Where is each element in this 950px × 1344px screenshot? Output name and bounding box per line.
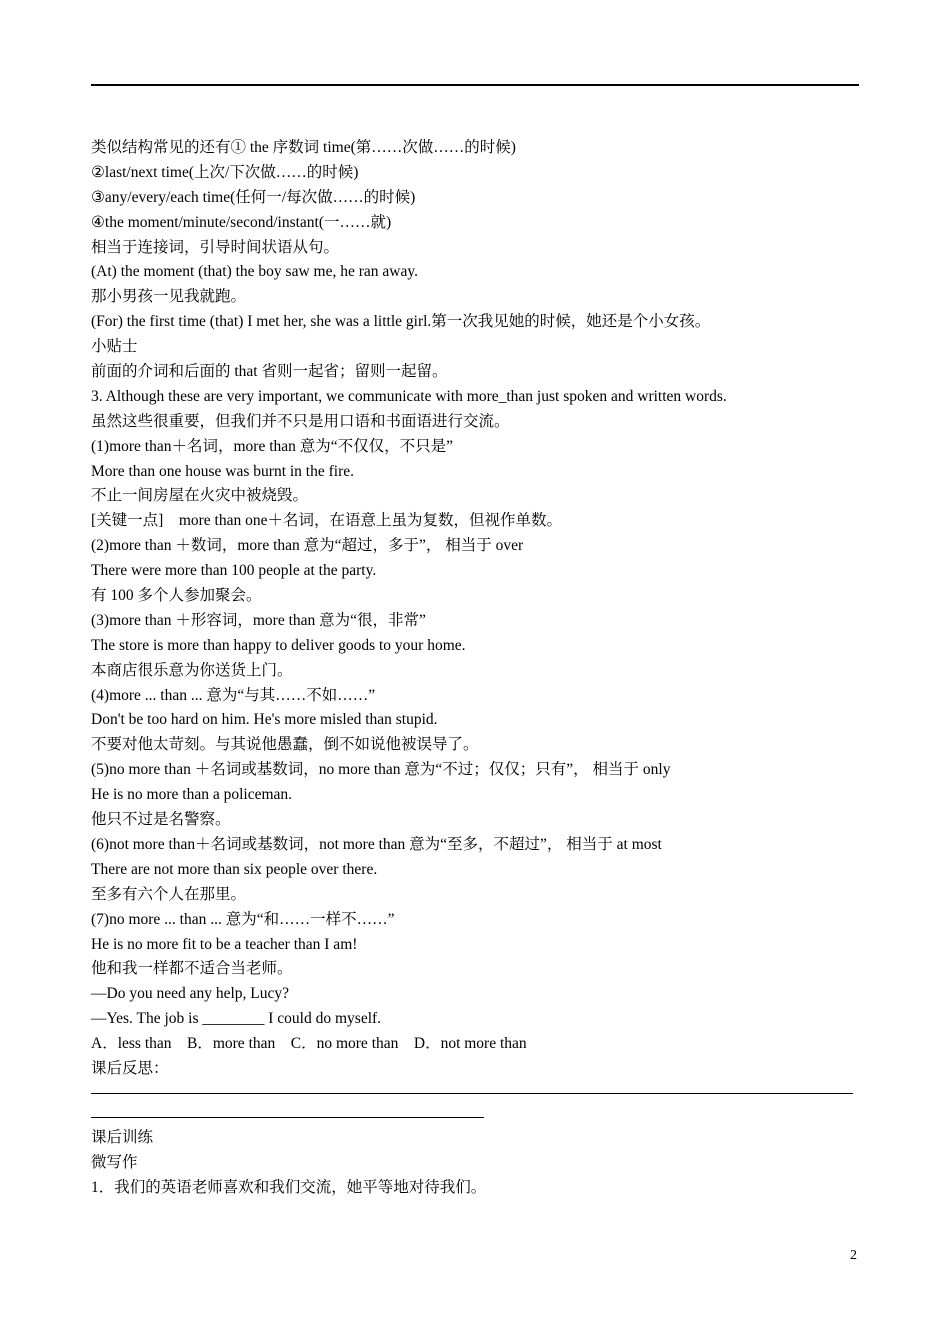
tip-heading: 小贴士 <box>91 338 138 356</box>
text-line: 至多有六个人在那里。 <box>91 885 247 903</box>
reflection-heading: 课后反思： <box>91 1059 169 1077</box>
dialogue-line: —Do you need any help, Lucy? <box>91 985 289 1003</box>
text-line: 虽然这些很重要，但我们并不只是用口语和书面语进行交流。 <box>91 412 510 430</box>
text-line: (3)more than ＋形容词，more than 意为“很，非常” <box>91 611 426 629</box>
answer-blank-line <box>91 1093 853 1094</box>
text-line: 那小男孩一见我就跑。 <box>91 288 247 306</box>
answer-options: A．less than B．more than C．no more than D．not more than <box>91 1035 527 1053</box>
text-line: The store is more than happy to deliver goods to your home. <box>91 636 466 654</box>
document-body <box>91 136 861 1201</box>
exercise-item: 1．我们的英语老师喜欢和我们交流，她平等地对待我们。 <box>91 1178 487 1196</box>
text-line: (5)no more than ＋名词或基数词，no more than 意为“不过；仅仅；只有”， 相当于 only <box>91 761 671 779</box>
section-subheading: 微写作 <box>91 1153 138 1171</box>
text-line: There were more than 100 people at the party. <box>91 562 377 580</box>
text-line: 有 100 多个人参加聚会。 <box>91 587 262 605</box>
text-line: (4)more ... than ... 意为“与其……不如……” <box>91 686 376 704</box>
text-line: 类似结构常见的还有① the 序数词 time(第……次做……的时候) <box>91 139 516 156</box>
text-line: (6)not more than＋名词或基数词，not more than 意为“至多，不超过”， 相当于 at most <box>91 835 662 853</box>
answer-blank-line <box>91 1117 484 1118</box>
text-line: (7)no more ... than ... 意为“和……一样不……” <box>91 910 395 928</box>
text-line: 3. Although these are very important, we communicate with more_than just spoken and written words. <box>91 387 727 405</box>
text-line: 相当于连接词，引导时间状语从句。 <box>91 238 340 256</box>
text-line: 本商店很乐意为你送货上门。 <box>91 661 293 679</box>
text-line: ④the moment/minute/second/instant(一……就) <box>91 213 392 231</box>
text-line: 前面的介词和后面的 that 省则一起省；留则一起留。 <box>91 363 448 381</box>
text-line: 他只不过是名警察。 <box>91 811 231 829</box>
text-line: ③any/every/each time(任何一/每次做……的时候) <box>91 188 416 206</box>
text-line: More than one house was burnt in the fire. <box>91 462 355 480</box>
dialogue-line: —Yes. The job is ________ I could do myself. <box>91 1010 382 1028</box>
page-number: 2 <box>850 1248 857 1263</box>
text-line: (1)more than＋名词，more than 意为“不仅仅，不只是” <box>91 437 454 455</box>
text-line: (At) the moment (that) the boy saw me, he ran away. <box>91 263 418 281</box>
text-line: 不要对他太苛刻。与其说他愚蠢，倒不如说他被误导了。 <box>91 736 479 754</box>
header-rule <box>91 84 859 86</box>
section-heading: 课后训练 <box>91 1128 154 1146</box>
text-line: He is no more fit to be a teacher than I am! <box>91 935 358 953</box>
text-line: [关键一点] more than one＋名词，在语意上虽为复数，但视作单数。 <box>91 512 562 530</box>
text-line: There are not more than six people over there. <box>91 860 378 878</box>
text-line: ②last/next time(上次/下次做……的时候) <box>91 163 359 181</box>
text-line: 他和我一样都不适合当老师。 <box>91 960 293 978</box>
text-line: He is no more than a policeman. <box>91 786 293 804</box>
text-line: (2)more than ＋数词，more than 意为“超过，多于”， 相当于 over <box>91 537 524 555</box>
text-line: Don't be too hard on him. He's more misled than stupid. <box>91 711 438 729</box>
text-line: 不止一间房屋在火灾中被烧毁。 <box>91 487 309 505</box>
text-line: (For) the first time (that) I met her, she was a little girl.第一次我见她的时候，她还是个小女孩。 <box>91 313 711 331</box>
